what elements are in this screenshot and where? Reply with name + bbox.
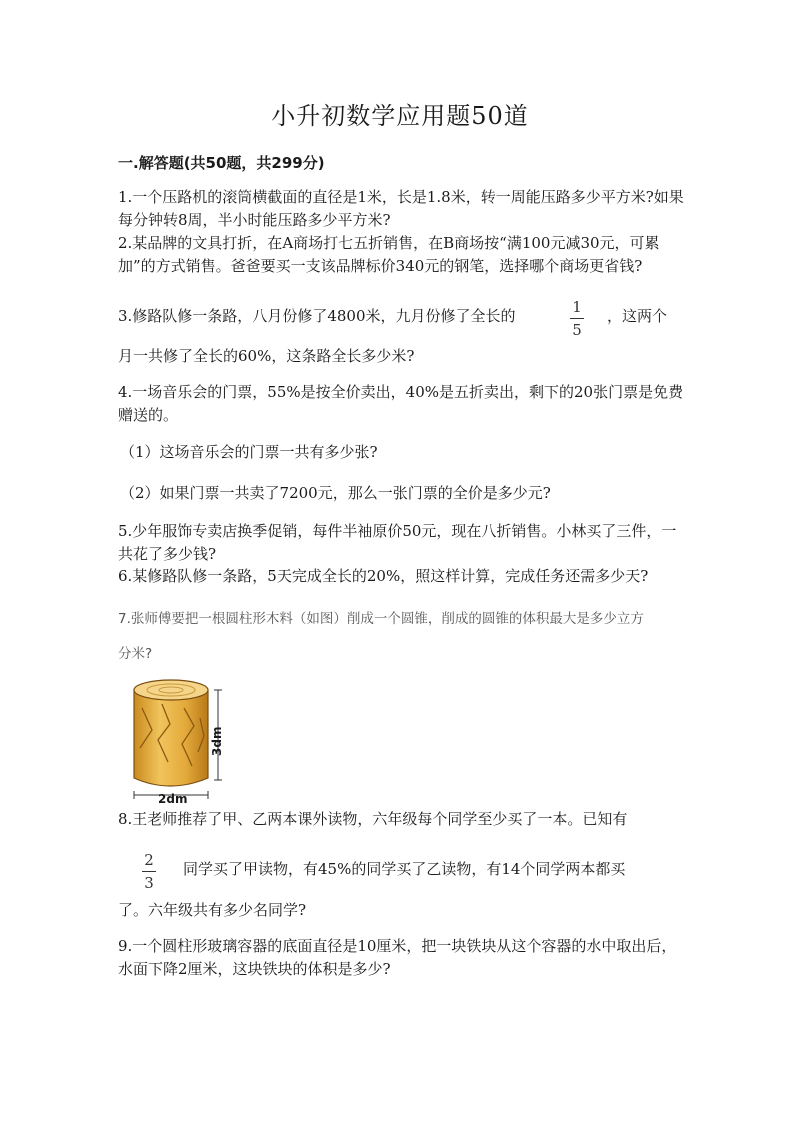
fraction-numerator: 2 <box>144 851 154 869</box>
fraction-numerator: 1 <box>572 298 582 316</box>
fraction-two-thirds <box>142 851 156 892</box>
wood-cylinder-figure <box>128 678 238 810</box>
question-7-part-a: 7.张师傅要把一根圆柱形木料（如图）削成一个圆锥，削成的圆锥的体积最大是多少立方 <box>118 611 644 627</box>
question-5: 5.少年服饰专卖店换季促销，每件半袖原价50元，现在八折销售。小林买了三件，一共花了多少钱? <box>118 522 677 563</box>
width-label: 2dm <box>158 792 188 806</box>
question-3-part-a: 3.修路队修一条路，八月份修了4800米，九月份修了全长的 <box>118 307 516 325</box>
question-4-sub-1: （1）这场音乐会的门票一共有多少张? <box>120 443 378 461</box>
question-9: 9.一个圆柱形玻璃容器的底面直径是10厘米，把一块铁块从这个容器的水中取出后，水面下降2厘米，这块铁块的体积是多少? <box>118 937 677 978</box>
question-4: 4.一场音乐会的门票，55%是按全价卖出，40%是五折卖出，剩下的20张门票是免费赠送的。 <box>118 383 684 424</box>
question-6: 6.某修路队修一条路，5天完成全长的20%，照这样计算，完成任务还需多少天? <box>118 567 649 585</box>
question-8-part-a: 8.王老师推荐了甲、乙两本课外读物，六年级每个同学至少买了一本。已知有 <box>118 810 628 828</box>
question-8-part-b: 同学买了甲读物，有45%的同学买了乙读物，有14个同学两本都买 <box>183 860 626 878</box>
cylinder-top <box>134 680 208 700</box>
page-title: 小升初数学应用题50道 <box>271 102 529 130</box>
question-1: 1.一个压路机的滚筒横截面的直径是1米，长是1.8米，转一周能压路多少平方米?如果每分钟转8周，半小时能压路多少平方米? <box>118 188 684 229</box>
fraction-denominator: 3 <box>144 874 154 892</box>
question-7-part-b: 分米? <box>118 646 153 662</box>
fraction-bar <box>570 318 584 319</box>
fraction-bar <box>142 871 156 872</box>
height-label: 3dm <box>210 726 224 756</box>
question-3-part-b: ，这两个 <box>607 307 668 325</box>
fraction-denominator: 5 <box>572 321 582 339</box>
question-3-part-c: 月一共修了全长的60%，这条路全长多少米? <box>118 347 415 365</box>
question-2: 2.某品牌的文具打折，在A商场打七五折销售，在B商场按“满100元减30元，可累加”的方式销售。爸爸要买一支该品牌标价340元的钢笔，选择哪个商场更省钱? <box>118 234 660 275</box>
section-heading: 一.解答题(共50题，共299分) <box>118 154 325 172</box>
question-4-sub-2: （2）如果门票一共卖了7200元，那么一张门票的全价是多少元? <box>120 484 551 502</box>
fraction-one-fifth <box>570 298 584 339</box>
question-8-part-c: 了。六年级共有多少名同学? <box>118 901 307 919</box>
cylinder-body <box>134 690 208 786</box>
